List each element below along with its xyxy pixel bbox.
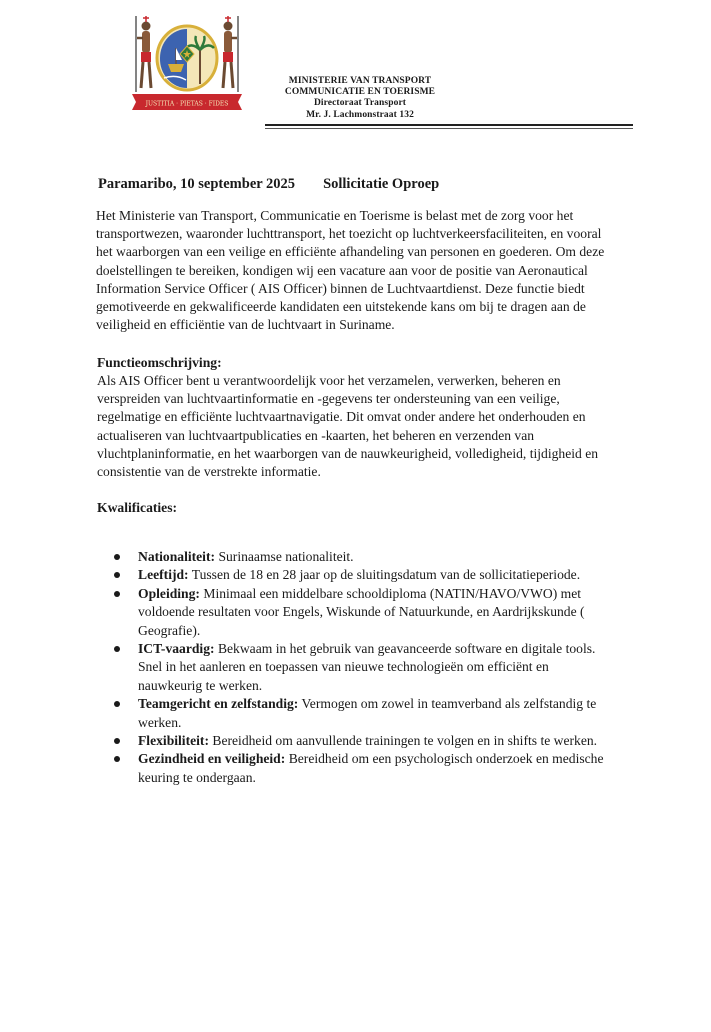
ministry-name-line-1: MINISTERIE VAN TRANSPORT bbox=[288, 76, 432, 86]
motto-text: JUSTITIA · PIETAS · FIDES bbox=[145, 100, 229, 108]
qualifications-list bbox=[114, 548, 634, 787]
qualification-label: Opleiding: bbox=[138, 585, 200, 601]
qualification-text: Minimaal een middelbare schooldiploma (NATIN/HAVO/VWO) met voldoende resultaten voor Engels, Wiskunde of Natuurkunde, en Aardrijkskunde ( Geografie). bbox=[138, 585, 585, 638]
list-item bbox=[114, 732, 634, 750]
bullet-icon bbox=[114, 701, 120, 707]
address-line: Mr. J. Lachmonstraat 132 bbox=[306, 109, 414, 120]
intro-paragraph: Het Ministerie van Transport, Communicatie en Toerisme is belast met de zorg voor het transportwezen, waaronder luchttransport, het toezicht op luchtverkeersfaciliteiten, en vooral het waarborgen van een veilige en efficiënte afhandeling van personen en goederen. Om deze doelstellingen te bereiken, kondigen wij een vacature aan voor de positie van Aeronautical Information Service Officer ( AIS Officer) binnen de Luchtvaartdienst. Deze functie biedt gemotiveerde en gekwalificeerde kandidaten een uitstekende kans om bij te dragen aan de veiligheid en efficiëntie van de luchtvaart in Suriname. bbox=[96, 208, 605, 333]
qualification-label: ICT-vaardig: bbox=[138, 641, 215, 657]
qualification-label: Leeftijd: bbox=[138, 567, 189, 583]
bullet-icon bbox=[114, 591, 120, 597]
list-item bbox=[114, 695, 634, 732]
list-item bbox=[114, 566, 634, 584]
left-supporter bbox=[136, 16, 151, 92]
list-item bbox=[114, 640, 634, 695]
place-date: Paramaribo, 10 september 2025 bbox=[98, 176, 296, 192]
list-item bbox=[114, 750, 634, 787]
qualification-text: Tussen de 18 en 28 jaar op de sluitingsdatum van de sollicitatieperiode. bbox=[191, 567, 581, 583]
qualifications-heading: Kwalificaties: bbox=[97, 500, 178, 515]
bullet-icon bbox=[114, 738, 120, 744]
function-description: Als AIS Officer bent u verantwoordelijk voor het verzamelen, verwerken, beheren en verspreiden van luchtvaartinformatie en -gegevens ter ondersteuning van een veilige, regelmatige en efficiënte luchtvaartnavigatie. Dit omvat onder andere het onderhouden en actualiseren van luchtvaartpublicaties en -kaarten, het beheren en verzenden van vluchtplaninformatie, en het waarborgen van de nauwkeurigheid, volledigheid, tijdigheid en consistentie van de verstrekte informatie. bbox=[97, 373, 599, 480]
function-heading: Functieomschrijving: bbox=[97, 355, 222, 370]
qualification-text: Bereidheid om een psychologisch onderzoek en medische keuring te ondergaan. bbox=[138, 751, 604, 785]
coat-of-arms-icon bbox=[124, 12, 250, 114]
bullet-icon bbox=[114, 554, 120, 560]
ministry-address-block bbox=[265, 76, 455, 121]
qualification-text: Bekwaam in het gebruik van geavanceerde software en digitale tools. Snel in het aanleren en toepassen van nieuwe technologieën om efficiënt en nauwkeurig te werken. bbox=[138, 641, 596, 693]
qualification-label: Gezindheid en veiligheid: bbox=[138, 751, 286, 767]
bullet-icon bbox=[114, 572, 120, 578]
list-item bbox=[114, 585, 634, 640]
qualification-text: Vermogen om zowel in teamverband als zelfstandig te werken. bbox=[138, 696, 597, 730]
bullet-icon bbox=[114, 756, 120, 762]
directorate-line: Directoraat Transport bbox=[313, 98, 407, 109]
qualification-text: Surinaamse nationaliteit. bbox=[218, 549, 354, 564]
header-divider bbox=[265, 124, 633, 126]
shield bbox=[157, 26, 217, 90]
qualification-label: Flexibiliteit: bbox=[138, 733, 209, 749]
header-divider-thin bbox=[265, 128, 633, 129]
dateline bbox=[98, 176, 439, 193]
right-supporter bbox=[223, 16, 238, 92]
qualification-label: Nationaliteit: bbox=[138, 549, 216, 564]
motto-ribbon bbox=[132, 94, 242, 110]
bullet-icon bbox=[114, 646, 120, 652]
ministry-name-line-2: COMMUNICATIE EN TOERISME bbox=[284, 87, 436, 98]
list-item bbox=[114, 548, 634, 566]
qualification-label: Teamgericht en zelfstandig: bbox=[138, 696, 299, 712]
subject: Sollicitatie Oproep bbox=[323, 176, 440, 192]
qualification-text: Bereidheid om aanvullende trainingen te volgen en in shifts te werken. bbox=[212, 733, 598, 749]
